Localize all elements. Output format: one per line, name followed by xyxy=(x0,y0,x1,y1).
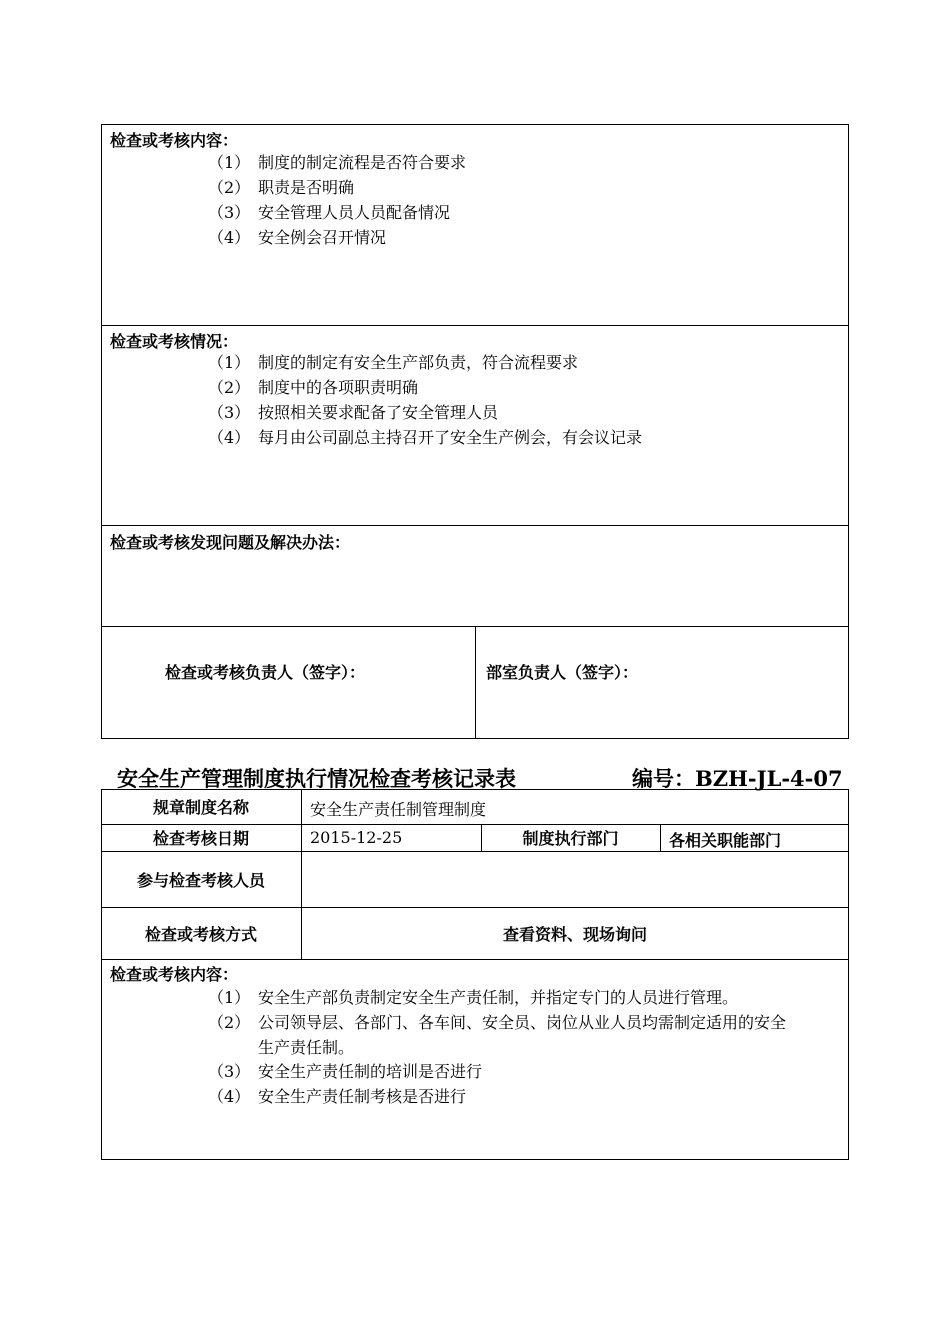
list-item: （3） 安全管理人员人员配备情况 xyxy=(208,203,451,222)
content-label: 检查或考核内容： xyxy=(110,131,239,150)
participants-label: 参与检查考核人员 xyxy=(136,870,265,890)
list-item: （1） 制度的制定流程是否符合要求 xyxy=(208,153,467,172)
divider xyxy=(101,525,849,526)
exec-dept-label: 制度执行部门 xyxy=(522,829,619,848)
regulation-name-label: 规章制度名称 xyxy=(152,798,249,817)
list-item: （4） 安全生产责任制考核是否进行 xyxy=(208,1087,467,1106)
problems-label: 检查或考核发现问题及解决办法： xyxy=(110,533,351,552)
method-value: 查看资料、现场询问 xyxy=(502,924,647,944)
inspector-signature-label: 检查或考核负责人（签字）： xyxy=(165,663,366,682)
list-item: （4） 每月由公司副总主持召开了安全生产例会，有会议记录 xyxy=(208,428,643,447)
divider xyxy=(101,325,849,326)
list-item: （1） 安全生产部负责制定安全生产责任制，并指定专门的人员进行管理。 xyxy=(208,988,739,1007)
divider xyxy=(660,824,661,851)
content-label: 检查或考核内容： xyxy=(110,965,239,984)
date-label: 检查考核日期 xyxy=(152,829,249,848)
list-item-continuation: 生产责任制。 xyxy=(258,1038,355,1057)
exec-dept-value: 各相关职能部门 xyxy=(669,831,782,850)
divider xyxy=(101,959,849,960)
list-item: （4） 安全例会召开情况 xyxy=(208,228,387,247)
regulation-name-value: 安全生产责任制管理制度 xyxy=(310,800,487,819)
list-item: （2） 公司领导层、各部门、各车间、安全员、岗位从业人员均需制定适用的安全 xyxy=(208,1013,787,1032)
list-item: （2） 制度中的各项职责明确 xyxy=(208,378,419,397)
dept-head-signature-label: 部室负责人（签字）： xyxy=(486,663,639,682)
list-item: （3） 安全生产责任制的培训是否进行 xyxy=(208,1062,483,1081)
form-title: 安全生产管理制度执行情况检查考核记录表 xyxy=(117,766,516,791)
list-item: （2） 职责是否明确 xyxy=(208,178,355,197)
form-code: 编号：BZH-JL-4-07 xyxy=(632,766,843,791)
date-value: 2015-12-25 xyxy=(310,828,403,847)
divider xyxy=(475,626,476,739)
list-item: （3） 按照相关要求配备了安全管理人员 xyxy=(208,403,499,422)
method-label: 检查或考核方式 xyxy=(144,924,257,944)
status-label: 检查或考核情况： xyxy=(110,332,239,351)
list-item: （1） 制度的制定有安全生产部负责，符合流程要求 xyxy=(208,353,579,372)
